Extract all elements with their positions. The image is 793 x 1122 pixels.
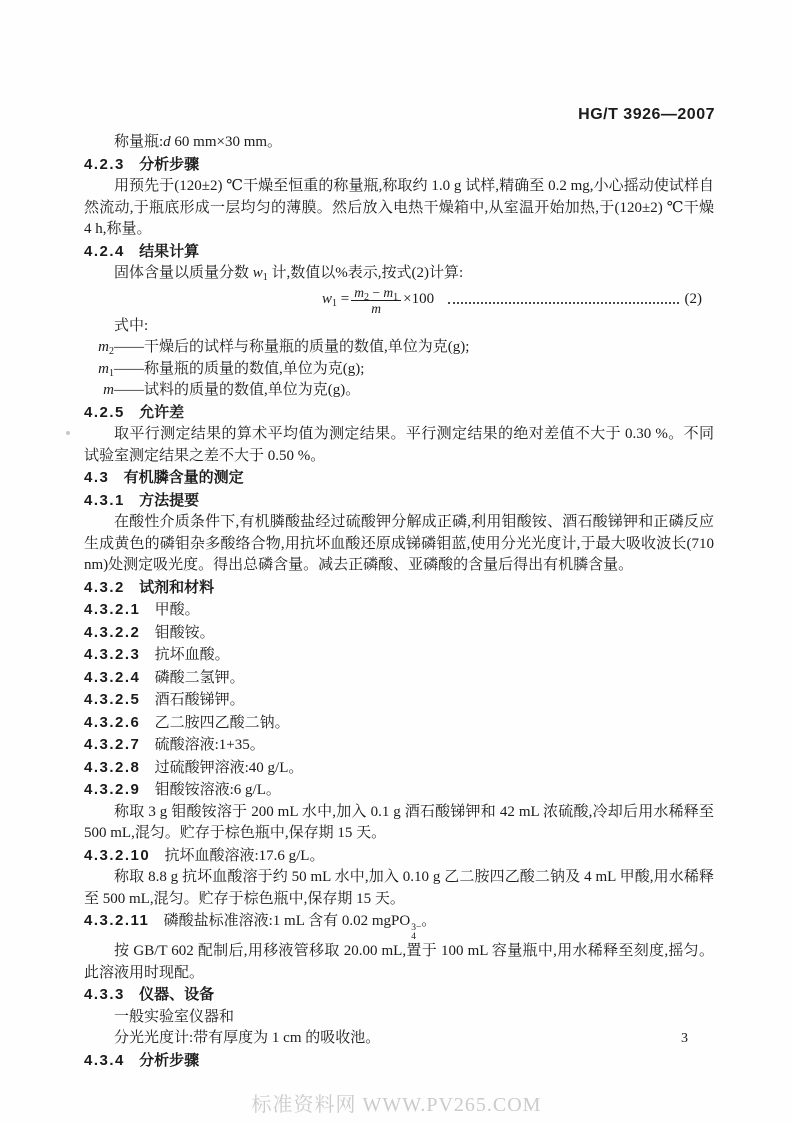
section-number: 4.3.4 (84, 1051, 125, 1069)
definition-line (84, 337, 714, 359)
subscript: 1 (109, 367, 114, 379)
section-heading (84, 490, 714, 513)
paragraph: 称取 8.8 g 抗坏血酸溶于约 50 mL 水中,加入 0.10 g 乙二胺四乙酸二钠及 4 mL 甲酸,用水稀释至 500 mL,混匀。贮存于棕色瓶中,保存期 15 天。 (84, 869, 714, 907)
item-number: 4.3.2.3 (84, 646, 141, 663)
variable: m (354, 284, 364, 300)
variable: m (103, 382, 114, 398)
section-heading (84, 467, 714, 490)
section-title: 允许差 (139, 404, 185, 421)
section-title: 分析步骤 (139, 1052, 200, 1069)
section-title: 结果计算 (139, 243, 200, 260)
item-number: 4.3.2.1 (84, 601, 141, 618)
definition-variable (84, 359, 114, 381)
item-text: 酒石酸锑钾。 (154, 692, 245, 708)
item-text: 磷酸盐标准溶液:1 mL 含有 0.02 mgPO 3− 4 。 (163, 913, 437, 942)
formula-row (84, 285, 714, 316)
text-line: 式中: (114, 317, 149, 334)
item-text: 硫酸溶液:1+35。 (154, 737, 265, 753)
definition-line (84, 359, 714, 381)
list-item (84, 622, 714, 645)
item-number: 4.3.2.4 (84, 668, 141, 686)
list-item (84, 757, 714, 780)
list-item (84, 644, 714, 667)
scan-artifact-dot (66, 431, 70, 435)
section-number: 4.2.4 (84, 242, 125, 260)
section-title: 分析步骤 (139, 156, 200, 173)
list-item (84, 845, 714, 868)
definition-text: ——试料的质量的数值,单位为克(g)。 (114, 382, 361, 398)
item-text: 钼酸铵。 (154, 624, 215, 641)
superscript: 3− (411, 923, 422, 933)
definition-line (84, 380, 714, 402)
item-text: 抗坏血酸溶液:17.6 g/L。 (164, 847, 325, 864)
section-title: 试剂和材料 (139, 579, 215, 596)
definition-text: ——称量瓶的质量的数值,单位为克(g); (114, 360, 365, 377)
variable: w (322, 291, 333, 308)
formula-lhs: $w_1$ = (322, 291, 350, 310)
section-heading (84, 577, 714, 600)
list-item (84, 734, 714, 757)
subscript: 1 (332, 298, 338, 310)
page-number: 3 (681, 1031, 688, 1046)
paragraph: 称取 3 g 钼酸铵溶于 200 mL 水中,加入 0.1 g 酒石酸锑钾和 42 mL 浓硫酸,冷却后用水稀释至 500 mL,混匀。贮存于棕色瓶中,保存期 15 天。 (84, 803, 714, 841)
subscript: 1 (393, 291, 399, 303)
item-number: 4.3.2.9 (84, 781, 141, 798)
definition-text: ——干燥后的试样与称量瓶的质量的数值,单位为克(g); (114, 339, 470, 355)
section-heading (84, 241, 714, 264)
section-heading (84, 1050, 714, 1073)
multiplier: ×100 (403, 291, 435, 308)
item-number: 4.3.2.8 (84, 758, 141, 776)
item-text: 抗坏血酸。 (154, 647, 230, 663)
section-number: 4.3.1 (84, 491, 125, 509)
item-number: 4.3.2.5 (84, 691, 141, 708)
variable: m (383, 284, 394, 300)
list-item (84, 910, 714, 941)
item-number: 4.3.2.6 (84, 713, 141, 731)
list-item (84, 689, 714, 712)
definition-variable (84, 380, 114, 402)
section-title: 仪器、设备 (139, 987, 215, 1003)
paragraph: 用预先于(120±2) ℃干燥至恒重的称量瓶,称取约 1.0 g 试样,精确至 0.2 mg,小心摇动使试样自然流动,于瓶底形成一层均匀的薄膜。然后放入电热干燥箱中,从室温开始加热,于(120±2) ℃干燥 4 h,称量。 (84, 178, 714, 237)
variable: m (371, 300, 382, 316)
section-heading (84, 984, 714, 1007)
document-content (84, 132, 714, 1072)
section-number: 4.3.3 (84, 986, 125, 1003)
list-item (84, 712, 714, 735)
list-item (84, 667, 714, 690)
item-number: 4.3.2.10 (84, 846, 151, 864)
fraction (351, 285, 401, 316)
section-number: 4.2.5 (84, 403, 125, 421)
paragraph: 在酸性介质条件下,有机膦酸盐经过硫酸钾分解成正磷,利用钼酸铵、酒石酸锑钾和正磷反应生成黄色的磷钼杂多酸络合物,用抗坏血酸还原成锑磷钼蓝,使用分光光度计,于最大吸收波长(710 nm)处测定吸光度。得出总磷含量。减去正磷酸、亚磷酸的含量后得出有机膦含量。 (84, 514, 714, 573)
text-line: 一般实验室仪器和 (114, 1008, 235, 1025)
subscript: 4 (411, 931, 416, 942)
variable: w (252, 265, 263, 281)
paragraph: 固体含量以质量分数 $w_1$ 计,数值以%表示,按式(2)计算: (114, 265, 464, 283)
item-text: 甲酸。 (154, 602, 200, 618)
variable: m (98, 339, 109, 355)
item-number: 4.3.2.7 (84, 736, 141, 753)
standard-number: HG/T 3926—2007 (578, 106, 715, 123)
item-text: 钼酸铵溶液:6 g/L。 (154, 782, 281, 798)
section-title: 方法提要 (139, 492, 200, 509)
item-text: 乙二胺四乙酸二钠。 (154, 714, 290, 731)
equation-number: (2) (684, 291, 702, 308)
subscript: 2 (363, 291, 369, 303)
item-text: 过硫酸钾溶液:40 g/L。 (154, 759, 304, 776)
denominator (351, 301, 401, 316)
list-item (84, 599, 714, 622)
item-text: 磷酸二氢钾。 (154, 669, 245, 686)
section-number: 4.3 (84, 469, 110, 486)
text-line: 称量瓶:d 60 mm×30 mm。 (114, 134, 283, 150)
list-item (84, 779, 714, 802)
paragraph: 取平行测定结果的算术平均值为测定结果。平行测定结果的绝对差值不大于 0.30 %。不同试验室测定结果之差不大于 0.50 %。 (84, 426, 714, 464)
item-number: 4.3.2.2 (84, 623, 141, 641)
numerator: $m_2 - m_1$ (351, 285, 401, 301)
subscript: 2 (109, 346, 114, 357)
section-heading (84, 154, 714, 177)
text-line: 分光光度计:带有厚度为 1 cm 的吸收池。 (114, 1030, 381, 1046)
paragraph: 按 GB/T 602 配制后,用移液管移取 20.00 mL,置于 100 mL 容量瓶中,用水稀释至刻度,摇匀。此溶液用时现配。 (84, 943, 714, 981)
section-number: 4.3.2 (84, 578, 125, 596)
variable: d (163, 134, 171, 150)
section-number: 4.2.3 (84, 155, 125, 173)
item-number: 4.3.2.11 (84, 912, 150, 929)
section-title: 有机膦含量的测定 (123, 470, 244, 486)
definition-variable (84, 337, 114, 359)
variable: m (98, 360, 109, 377)
dotted-leader (448, 302, 678, 304)
watermark: 标准资料网 WWW.PV265.COM (251, 1094, 542, 1116)
ion-charge-stack (411, 924, 421, 941)
subscript: 1 (262, 272, 268, 283)
section-heading (84, 402, 714, 425)
